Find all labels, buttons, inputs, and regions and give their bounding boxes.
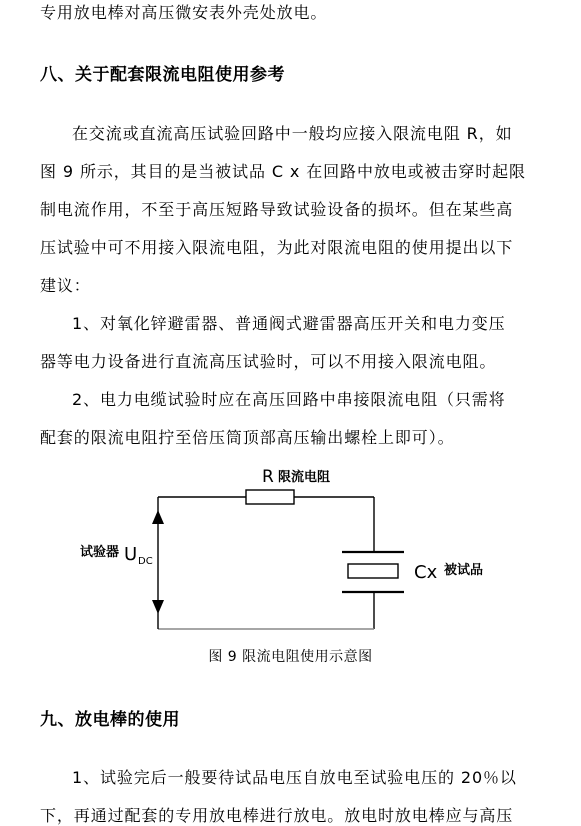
circuit-diagram [0, 462, 581, 642]
paragraph-line: 图 9 所示，其目的是当被试品 C x 在回路中放电或被击穿时起限 [40, 162, 526, 181]
list-item-2: 2、电力电缆试验时应在高压回路中串接限流电阻（只需将 [72, 390, 506, 409]
capacitor-label: 被试品 [444, 563, 484, 578]
paragraph-line: 下，再通过配套的专用放电棒进行放电。放电时放电棒应与高压 [40, 806, 514, 825]
list-item-1: 1、对氧化锌避雷器、普通阀式避雷器高压开关和电力变压 [72, 314, 506, 333]
source-label: 试验器 [80, 545, 120, 560]
resistor-label: 限流电阻 [278, 470, 331, 485]
voltage-arrow-up-icon [152, 510, 164, 524]
resistor-symbol [246, 490, 294, 504]
section-heading-current-limiting-resistor: 八、关于配套限流电阻使用参考 [40, 65, 285, 85]
section-heading-discharge-rod: 九、放电棒的使用 [40, 710, 180, 730]
paragraph-line: 压试验中可不用接入限流电阻，为此对限流电阻的使用提出以下 [40, 238, 514, 257]
resistor-symbol-label: R [262, 467, 274, 487]
voltage-subscript: DC [138, 556, 153, 567]
voltage-symbol: U [124, 544, 138, 565]
voltage-arrow-down-icon [152, 600, 164, 614]
paragraph-line: 制电流作用，不至于高压短路导致试验设备的损坏。但在某些高 [40, 200, 514, 219]
paragraph-line: 1、试验完后一般要待试品电压自放电至试验电压的 20％以 [72, 768, 517, 787]
figure-caption: 图 9 限流电阻使用示意图 [208, 649, 373, 665]
paragraph-line: 在交流或直流高压试验回路中一般均应接入限流电阻 R，如 [72, 124, 513, 143]
capacitor-body [348, 564, 398, 578]
paragraph-line-discharge-end: 专用放电棒对高压微安表外壳处放电。 [40, 3, 328, 22]
list-item-1-continued: 器等电力设备进行直流高压试验时，可以不用接入限流电阻。 [40, 352, 497, 371]
list-item-2-continued: 配套的限流电阻拧至倍压筒顶部高压输出螺栓上即可）。 [40, 428, 455, 447]
capacitor-symbol-label: Cx [414, 562, 438, 583]
paragraph-line: 建议： [40, 276, 91, 295]
